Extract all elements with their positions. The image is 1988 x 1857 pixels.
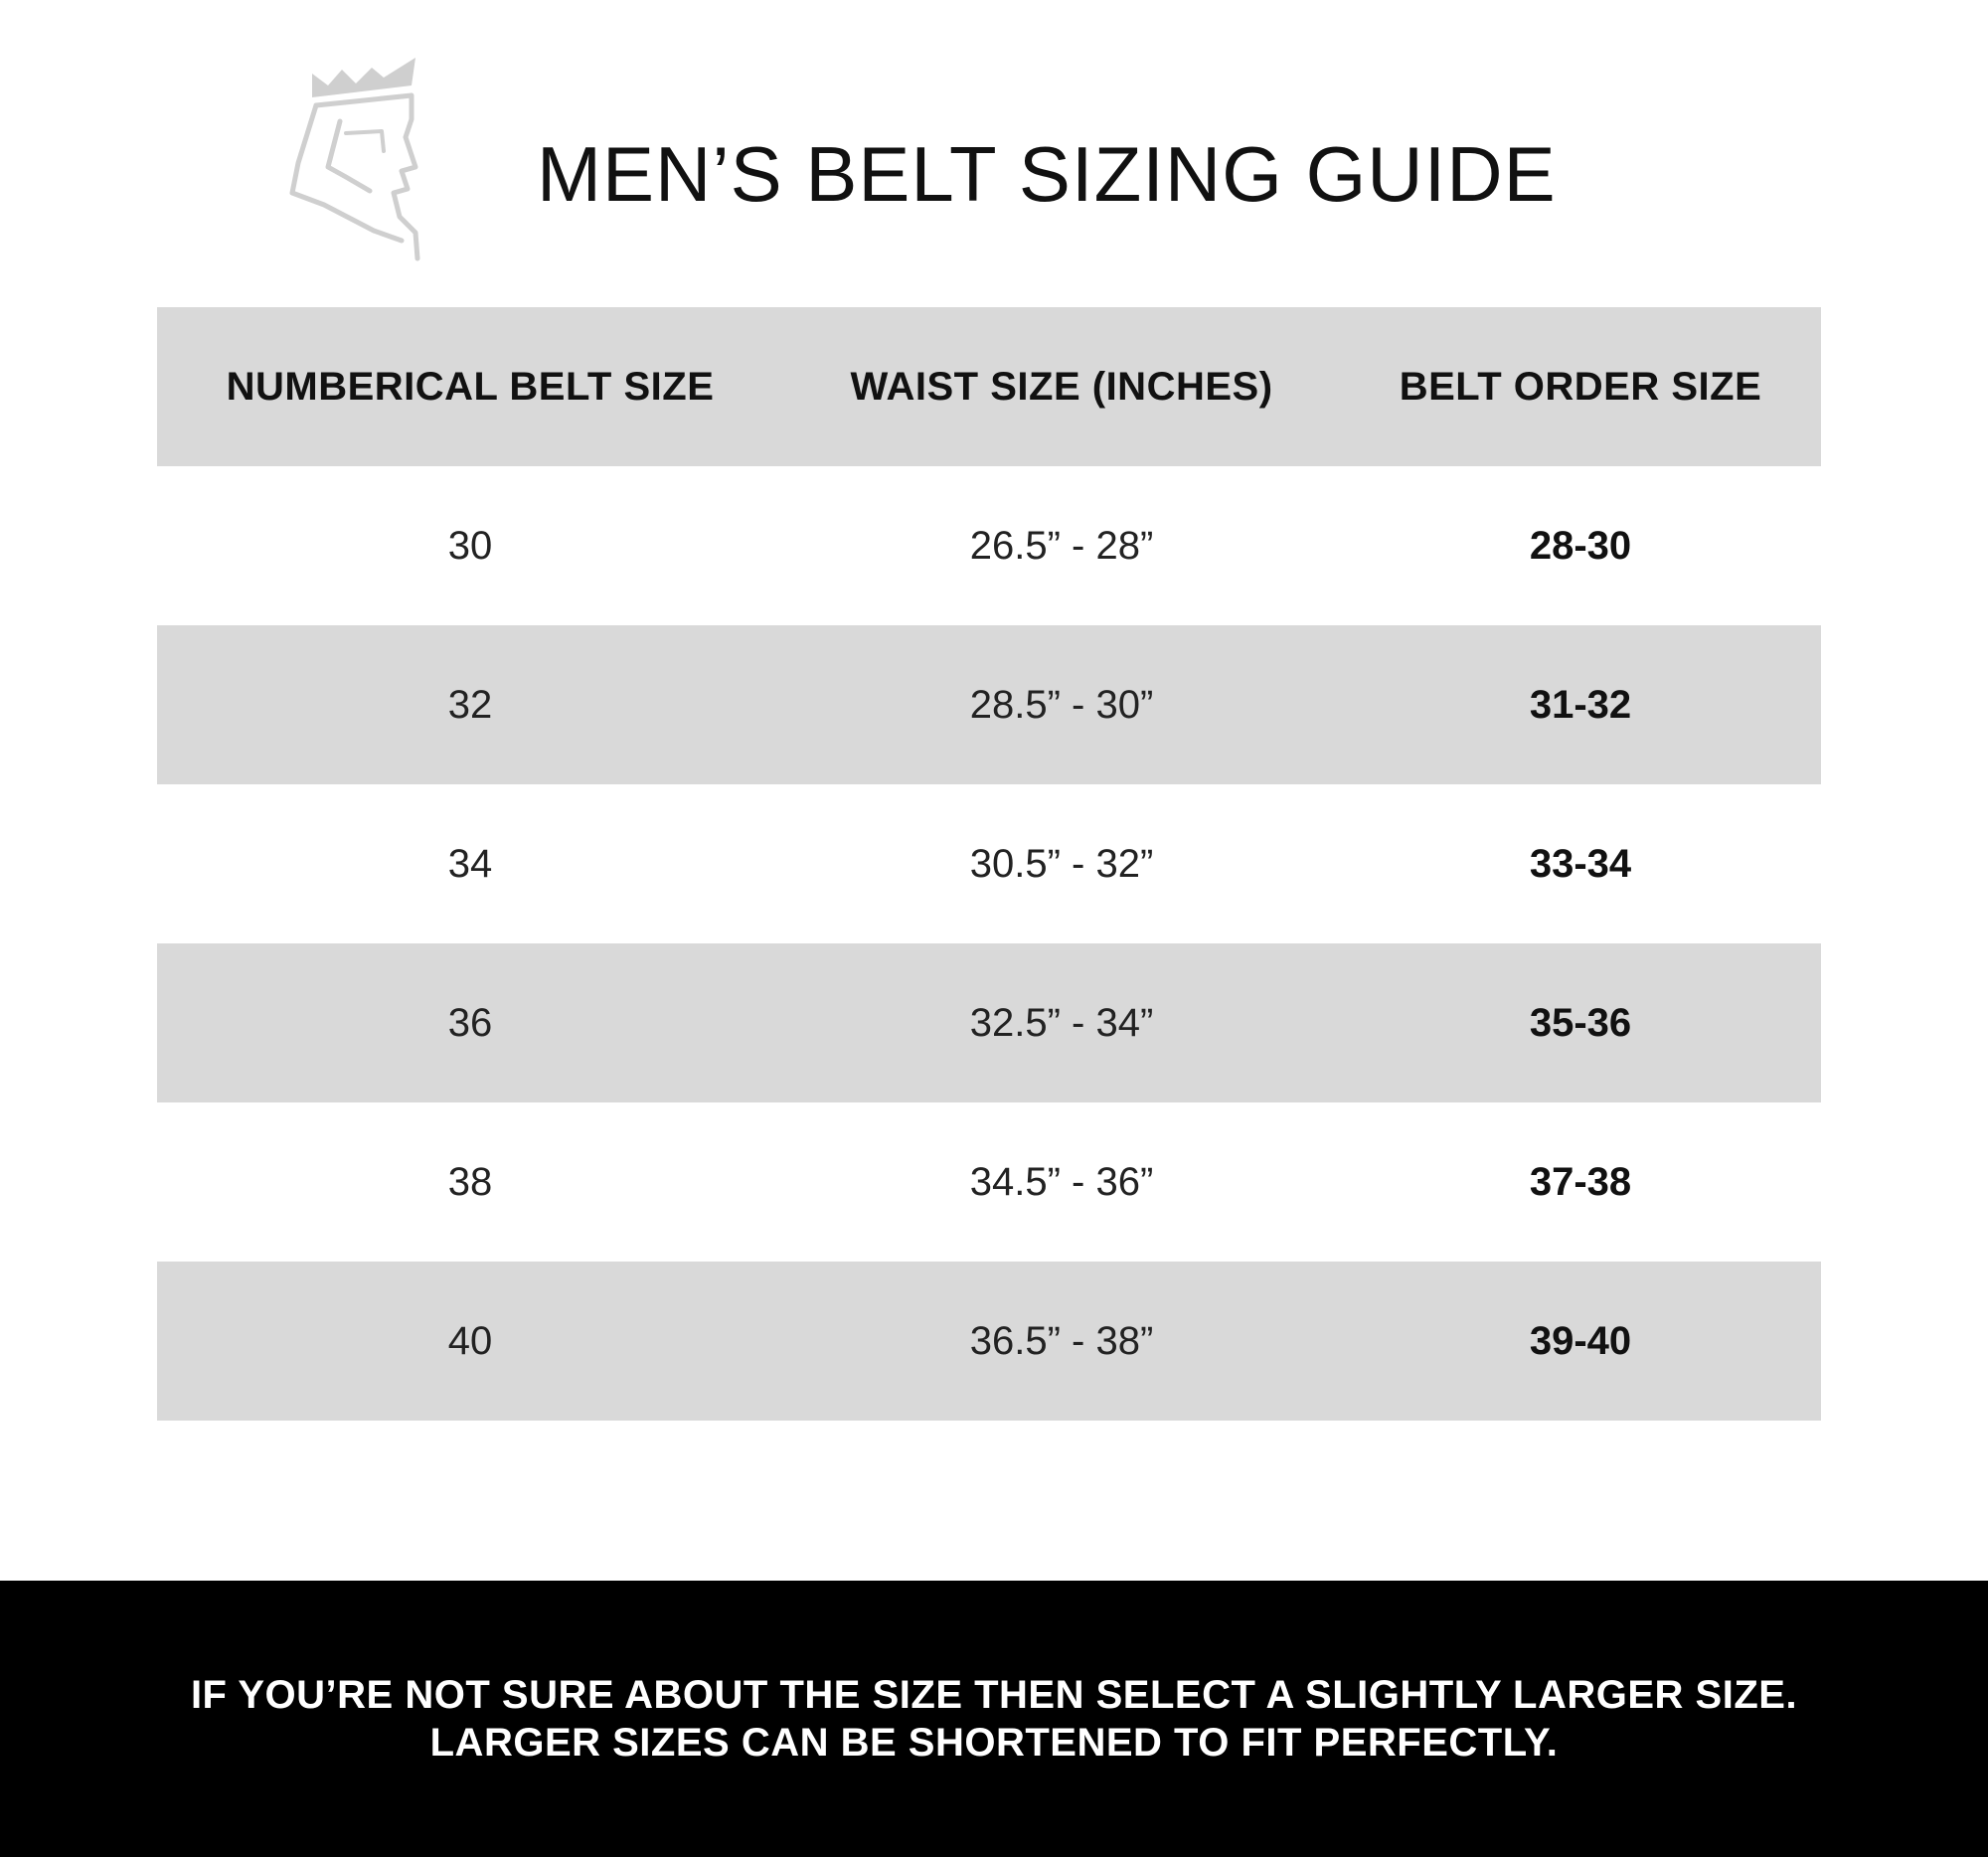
advice-line-1: IF YOU’RE NOT SURE ABOUT THE SIZE THEN SELECT A SLIGHTLY LARGER SIZE. [190, 1673, 1798, 1717]
waist-size-cell: 28.5” - 30” [969, 682, 1154, 727]
belt-size-cell: 38 [447, 1159, 493, 1204]
order-size-cell: 33-34 [1529, 841, 1632, 886]
belt-size-cell: 40 [447, 1318, 493, 1363]
order-size-cell: 37-38 [1529, 1159, 1632, 1204]
belt-size-cell: 36 [447, 1000, 493, 1045]
order-size-cell: 31-32 [1529, 682, 1632, 727]
waist-size-cell: 26.5” - 28” [969, 523, 1154, 568]
order-size-cell: 28-30 [1529, 523, 1632, 568]
belt-size-cell: 32 [447, 682, 493, 727]
column-header-belt-size: NUMBERICAL BELT SIZE [226, 364, 715, 409]
waist-size-cell: 34.5” - 36” [969, 1159, 1154, 1204]
table-row [157, 784, 1821, 943]
waist-size-cell: 36.5” - 38” [969, 1318, 1154, 1363]
column-header-order-size: BELT ORDER SIZE [1399, 364, 1762, 409]
waist-size-cell: 30.5” - 32” [969, 841, 1154, 886]
order-size-cell: 39-40 [1529, 1318, 1632, 1363]
table-row [157, 1262, 1821, 1421]
sizing-advice-banner [0, 1581, 1988, 1857]
table-header-row [157, 307, 1821, 466]
order-size-cell: 35-36 [1529, 1000, 1632, 1045]
belt-size-cell: 30 [447, 523, 493, 568]
crowned-profile-logo-icon [284, 56, 423, 264]
table-row [157, 625, 1821, 784]
column-header-waist-size: WAIST SIZE (INCHES) [850, 364, 1273, 409]
table-row [157, 1102, 1821, 1262]
page-title: MEN’S BELT SIZING GUIDE [537, 130, 1557, 218]
advice-line-2: LARGER SIZES CAN BE SHORTENED TO FIT PERFECTLY. [429, 1721, 1559, 1765]
sizing-table [157, 307, 1821, 1421]
table-row [157, 466, 1821, 625]
waist-size-cell: 32.5” - 34” [969, 1000, 1154, 1045]
belt-size-cell: 34 [447, 841, 493, 886]
brand-logo [284, 56, 423, 264]
table-row [157, 943, 1821, 1102]
